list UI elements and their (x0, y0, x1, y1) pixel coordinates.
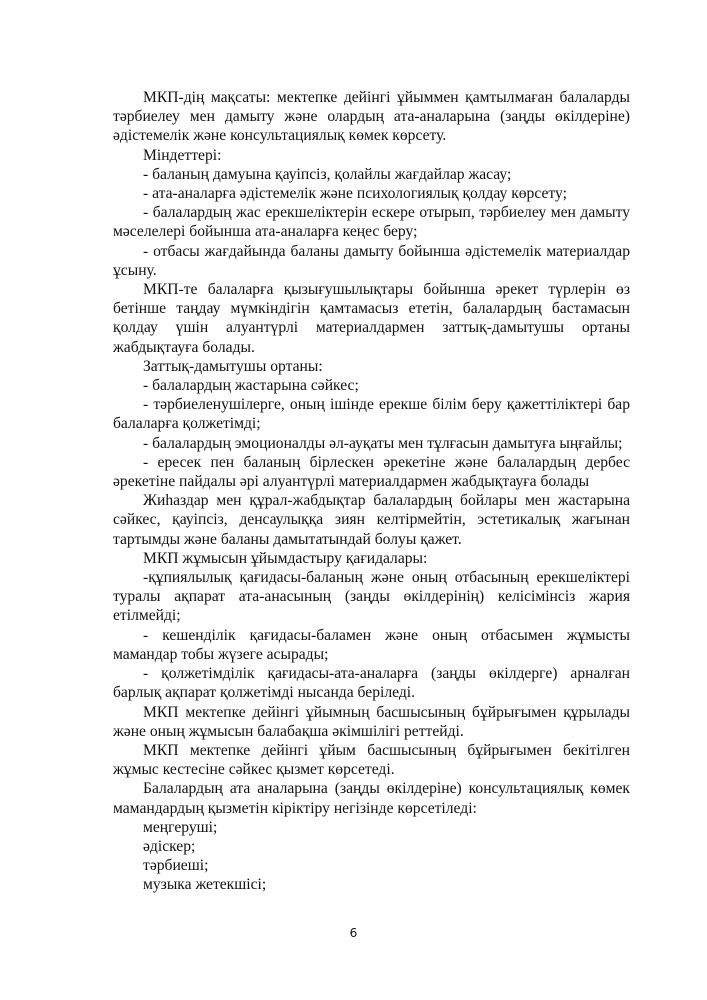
list-item-specialist: музыка жетекшісі; (143, 876, 267, 894)
list-item-principle: -құпиялылық қағидасы-баланың және оның отбасының ерекшеліктері туралы ақпарат ата-анасының (заңды өкілдерінің) келісімінсіз жария етілмейді; (113, 569, 630, 625)
page-number: 6 (349, 926, 358, 940)
list-item-specialist: әдіскер; (143, 837, 196, 855)
list-item-environment: - тәрбиеленушілерге, оның ішінде ерекше білім беру қажеттіліктері бар балаларға қолжетімді; (113, 396, 630, 433)
list-item-environment: - ересек пен баланың бірлескен әрекетіне және балалардың дербес әрекетіне пайдалы әрі алуантүрлі материалдармен жабдықтауға болады (113, 453, 630, 491)
paragraph-environment-heading: Заттық-дамытушы ортаны: (143, 357, 323, 375)
paragraph-environment: МКП-те балаларға қызығушылықтары бойынша әрекет түрлерін өз бетінше таңдау мүмкіндігін қамтамасыз ететін, балалардың бастамасын қолдау үшін алуантүрлі материалдармен заттық-дамытушы ортаны жабдықтауға болады. (113, 281, 630, 356)
list-item-principle: - қолжетімділік қағидасы-ата-аналарға (заңды өкілдерге) арналған барлық ақпарат қолжетімді нысанда беріледі. (113, 665, 630, 702)
list-item-task: - баланың дамуына қауіпсіз, қолайлы жағдайлар жасау; (143, 165, 512, 183)
list-item-task: - балалардың жас ерекшеліктерін ескере отырып, тәрбиелеу мен дамыту мәселелері бойынша ата-аналарға кеңес беру; (113, 204, 630, 241)
list-item-specialist: тәрбиеші; (143, 857, 209, 875)
document-page-body (113, 88, 630, 895)
list-item-task: - отбасы жағдайында баланы дамыту бойынша әдістемелік материалдар ұсыну. (113, 242, 630, 279)
paragraph-consultation: Балалардың ата аналарына (заңды өкілдеріне) консультациялық көмек мамандардың қызметін кіріктіру негізінде көрсетіледі: (113, 780, 630, 817)
paragraph-furniture: Жиһаздар мен құрал-жабдықтар балалардың бойлары мен жастарына сәйкес, қауіпсіз, денсаулыққа зиян келтірмейтін, эстетикалық жағынан тартымды және баланы дамытатындай болуы қажет. (113, 492, 630, 548)
list-item-environment: - балалардың жастарына сәйкес; (143, 377, 359, 395)
list-item-task: - ата-аналарға әдістемелік және психологиялық қолдау көрсету; (143, 185, 567, 203)
list-item-principle: - кешенділік қағидасы-баламен және оның отбасымен жұмысты мамандар тобы жүзеге асырады; (113, 626, 630, 663)
paragraph-tasks-heading: Міндеттері: (143, 146, 222, 164)
paragraph-purpose: МКП-дің мақсаты: мектепке дейінгі ұйыммен қамтылмаған балаларды тәрбиелеу мен дамыту және олардың ата-аналарына (заңды өкілдеріне) әдістемелік және консультациялық көмек көрсету. (113, 89, 630, 145)
list-item-specialist: меңгеруші; (143, 818, 218, 836)
paragraph-principles-heading: МКП жұмысын ұйымдастыру қағидалары: (143, 549, 428, 567)
list-item-environment: - балалардың эмоционалды әл-ауқаты мен тұлғасын дамытуға ыңғайлы; (143, 434, 623, 452)
paragraph-establishment: МКП мектепке дейінгі ұйымның басшысының бұйрығымен құрылады және оның жұмысын балабақша әкімшілігі реттейді. (113, 703, 630, 740)
paragraph-schedule: МКП мектепке дейінгі ұйым басшысының бұйрығымен бекітілген жұмыс кестесіне сәйкес қызмет көрсетеді. (113, 741, 630, 779)
